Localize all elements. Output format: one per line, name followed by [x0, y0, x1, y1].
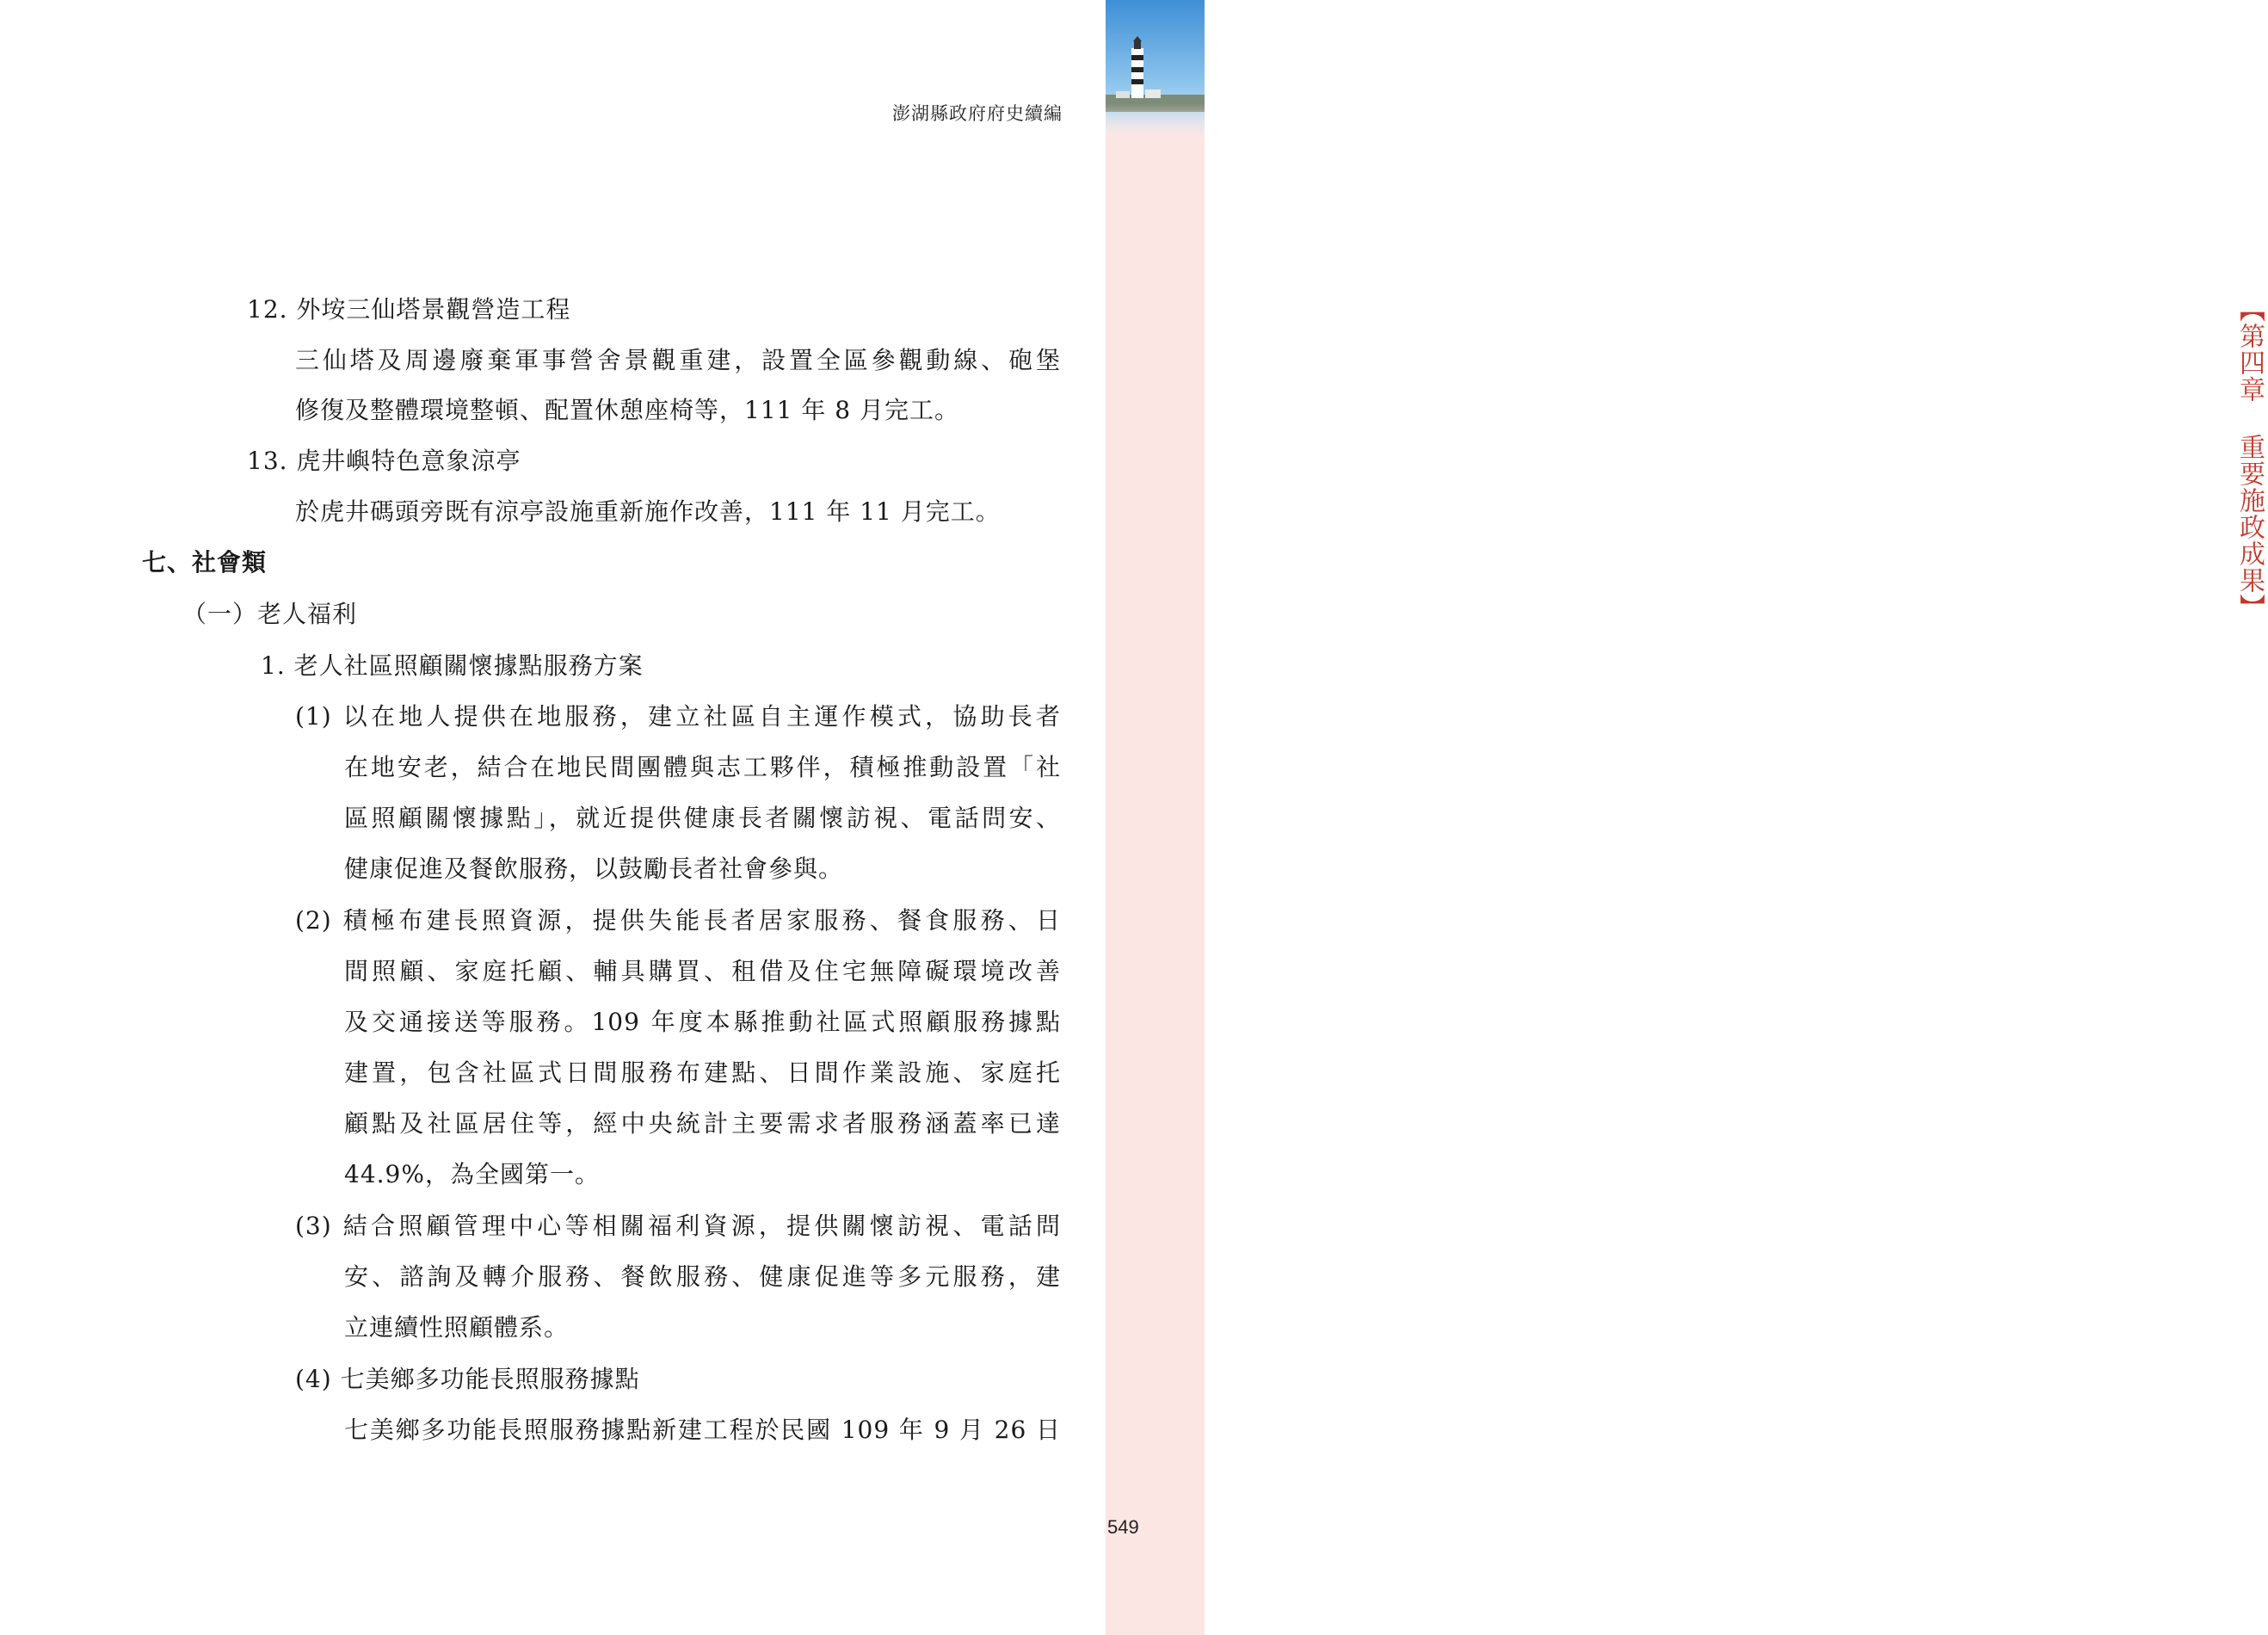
p2-line5: 顧點及社區居住等，經中央統計主要需求者服務涵蓋率已達	[344, 1109, 1061, 1138]
p2-line1: (2) 積極布建長照資源，提供失能長者居家服務、餐食服務、日	[295, 906, 1061, 935]
subsection1-heading: （一）老人福利	[182, 600, 358, 628]
item13-title: 13. 虎井嶼特色意象涼亭	[247, 447, 521, 475]
lighthouse-photo	[1106, 0, 1205, 138]
p3-line3: 立連續性照顧體系。	[344, 1313, 570, 1342]
p1-line3: 區照顧關懷據點」，就近提供健康長者關懷訪視、電話問安、	[344, 804, 1061, 832]
page-number: 549	[1107, 1516, 1139, 1538]
p4-title: (4) 七美鄉多功能長照服務據點	[295, 1365, 640, 1393]
item12-line1: 三仙塔及周邊廢棄軍事營舍景觀重建，設置全區參觀動線、砲堡	[295, 346, 1061, 374]
p4-line1: 七美鄉多功能長照服務據點新建工程於民國 109 年 9 月 26 日	[344, 1416, 1061, 1444]
p1-line2: 在地安老，結合在地民間團體與志工夥伴，積極推動設置「社	[344, 753, 1061, 781]
lighthouse-photo-graphic	[1106, 0, 1205, 138]
chapter-label: 【第四章 重要施政成果】	[2234, 296, 2265, 620]
p2-line2: 間照顧、家庭托顧、輔具購買、租借及住宅無障礙環境改善	[344, 957, 1061, 985]
item1-title: 1. 老人社區照顧關懷據點服務方案	[261, 651, 644, 680]
p3-line2: 安、諮詢及轉介服務、餐飲服務、健康促進等多元服務，建	[344, 1262, 1061, 1291]
p2-line3: 及交通接送等服務。109 年度本縣推動社區式照顧服務據點	[344, 1008, 1061, 1036]
p2-line6: 44.9%，為全國第一。	[344, 1160, 600, 1188]
item13-line1: 於虎井碼頭旁既有涼亭設施重新施作改善，111 年 11 月完工。	[295, 497, 1001, 526]
section7-heading: 七、社會類	[142, 548, 268, 577]
header-title: 澎湖縣政府府史續編	[892, 103, 1063, 124]
p3-line1: (3) 結合照顧管理中心等相關福利資源，提供關懷訪視、電話問	[295, 1212, 1061, 1240]
sidebar-panel	[1106, 0, 2265, 1635]
item12-line2: 修復及整體環境整頓、配置休憩座椅等，111 年 8 月完工。	[295, 396, 959, 424]
p2-line4: 建置，包含社區式日間服務布建點、日間作業設施、家庭托	[344, 1058, 1061, 1087]
p1-line1: (1) 以在地人提供在地服務，建立社區自主運作模式，協助長者	[295, 702, 1061, 731]
p1-line4: 健康促進及餐飲服務，以鼓勵長者社會參與。	[344, 855, 844, 883]
item12-title: 12. 外垵三仙塔景觀營造工程	[247, 295, 571, 324]
